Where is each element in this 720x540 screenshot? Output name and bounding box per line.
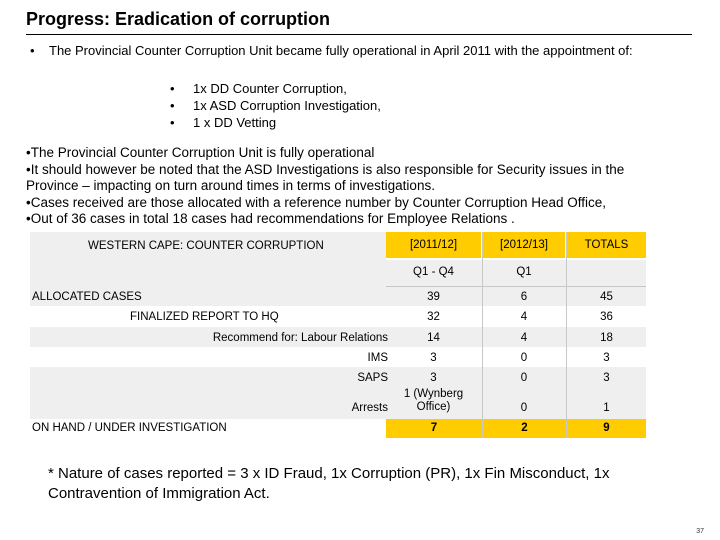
table-cell: 4 [520, 311, 528, 323]
table-cell: 0 [520, 352, 528, 364]
intro-text: The Provincial Counter Corruption Unit became fully operational in April 2011 with the appointment of: [49, 43, 633, 58]
table-cell: 36 [600, 311, 613, 323]
row-label-on-hand: ON HAND / UNDER INVESTIGATION [32, 422, 227, 434]
page-title: Progress: Eradication of corruption [26, 9, 331, 29]
table-cell: 3 [430, 352, 437, 364]
intro-paragraph [30, 43, 680, 59]
bullet-icon: • [170, 81, 175, 96]
row-label-arrests: Arrests [351, 402, 388, 414]
table-cell-highlight: 7 [386, 419, 482, 438]
intro-bullet: • [30, 43, 35, 58]
row-label-labour-relations: Recommend for: Labour Relations [212, 332, 388, 344]
table-cell: 3 [603, 352, 610, 364]
table-cell-highlight: 2 [483, 419, 566, 438]
table-cell: 3 [430, 372, 437, 384]
row-label-ims: IMS [367, 352, 388, 364]
page-number: 37 [696, 528, 704, 535]
subheader-q1: Q1 [516, 266, 532, 278]
appointment-item: 1x ASD Corruption Investigation, [193, 98, 381, 113]
subheader-q1-q4: Q1 - Q4 [413, 266, 454, 278]
counter-corruption-table [30, 232, 646, 438]
list-item [170, 80, 381, 97]
list-item [170, 114, 381, 131]
bullet-item: •Cases received are those allocated with a reference number by Counter Corruption Head Office, [26, 194, 607, 210]
row-label-allocated: ALLOCATED CASES [32, 291, 142, 303]
appointment-item: 1x DD Counter Corruption, [193, 81, 347, 96]
header-cell-totals: TOTALS [567, 232, 646, 258]
table-cell: 14 [427, 332, 440, 344]
table-cell: 18 [600, 332, 613, 344]
row-label-saps: SAPS [357, 372, 388, 384]
title-divider [26, 34, 692, 35]
table-cell: 45 [600, 291, 613, 303]
table-cell: 4 [520, 332, 528, 344]
table-cell: 32 [427, 311, 440, 323]
table-cell: 0 [520, 372, 528, 384]
list-item [170, 97, 381, 114]
table-cell-highlight: 9 [567, 419, 646, 438]
row-label-finalized: FINALIZED REPORT TO HQ [130, 311, 279, 323]
status-bullets [26, 145, 666, 228]
table-cell-wynberg: 1 (Wynberg Office) [403, 388, 464, 413]
appointment-list [170, 80, 381, 131]
bullet-item: •It should however be noted that the ASD Investigations is also responsible for Security issues in the Province – impacting on turn around times in terms of investigations. [26, 161, 625, 193]
header-cell-2011-12: [2011/12] [386, 232, 481, 258]
table-cell: 39 [427, 291, 440, 303]
bullet-item: •Out of 36 cases in total 18 cases had recommendations for Employee Relations . [26, 211, 515, 226]
table-cell: 1 [603, 402, 610, 414]
appointment-item: 1 x DD Vetting [193, 115, 277, 130]
table-cell: 3 [603, 372, 610, 384]
header-cell-2012-13: [2012/13] [483, 232, 565, 258]
bullet-item: •The Provincial Counter Corruption Unit is fully operational [26, 145, 375, 160]
table-title: WESTERN CAPE: COUNTER CORRUPTION [88, 240, 324, 252]
footnote: * Nature of cases reported = 3 x ID Fraud, 1x Corruption (PR), 1x Fin Misconduct, 1x Contravention of Immigration Act. [48, 465, 610, 502]
bullet-icon: • [170, 98, 175, 113]
table-cell: 6 [520, 291, 528, 303]
table-cell: 0 [520, 402, 528, 414]
bullet-icon: • [170, 115, 175, 130]
grid-line [386, 286, 646, 287]
